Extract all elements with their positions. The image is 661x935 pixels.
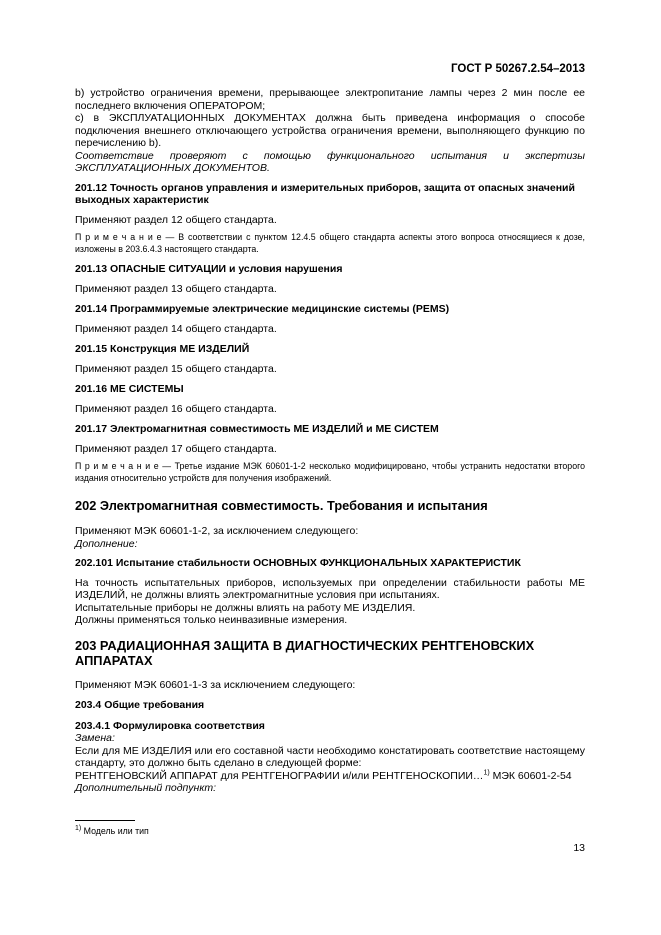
document-body [75, 87, 585, 795]
heading-203-4: 203.4 Общие требования [75, 699, 205, 711]
text-201-16: Применяют раздел 16 общего стандарта. [75, 402, 277, 415]
text-202: Применяют МЭК 60601-1-2, за исключением следующего: [75, 525, 359, 537]
conformity-standard: МЭК 60601-2-54 [489, 769, 572, 782]
text-203-4-1-replacement: Замена: [75, 732, 115, 744]
text-203-4-1-additional: Дополнительный подпункт: [75, 782, 217, 794]
heading-201-14: 201.14 Программируемые электрические медицинские системы (PEMS) [75, 303, 450, 315]
text-203-4-1-a: Если для МЕ ИЗДЕЛИЯ или его составной части необходимо констатировать соответствие настоящему стандарту, это должно быть сделано в следующей форме: [75, 744, 585, 769]
heading-203: 203 РАДИАЦИОННАЯ ЗАЩИТА В ДИАГНОСТИЧЕСКИХ РЕНТГЕНОВСКИХ АППАРАТАХ [75, 637, 535, 668]
footnote-divider [75, 820, 135, 821]
text-201-12: Применяют раздел 12 общего стандарта. [75, 213, 277, 226]
note-201-12: П р и м е ч а н и е — В соответствии с пунктом 12.4.5 общего стандарта аспекты этого вопроса относящиеся к дозе, изложены в 203.6.4.3 настоящего стандарта. [75, 232, 585, 254]
footnote-text: Модель или тип [81, 826, 149, 836]
heading-201-12: 201.12 Точность органов управления и измерительных приборов, защита от опасных значений выходных характеристик [75, 181, 575, 206]
footnote-mark: 1) [75, 825, 82, 833]
text-201-17: Применяют раздел 17 общего стандарта. [75, 442, 277, 455]
text-202-101-c: Должны применяться только неинвазивные измерения. [75, 614, 348, 626]
heading-202: 202 Электромагнитная совместимость. Требования и испытания [75, 498, 488, 513]
heading-201-13: 201.13 ОПАСНЫЕ СИТУАЦИИ и условия нарушения [75, 263, 343, 275]
text-202-101-b: Испытательные приборы не должны влиять на работу МЕ ИЗДЕЛИЯ. [75, 601, 416, 614]
heading-201-16: 201.16 МЕ СИСТЕМЫ [75, 383, 184, 395]
compliance-text: Соответствие проверяют с помощью функционального испытания и экспертизы ЭКСПЛУАТАЦИОННЫХ ДОКУМЕНТОВ. [75, 149, 585, 174]
text-201-15: Применяют раздел 15 общего стандарта. [75, 362, 277, 375]
conformity-statement: РЕНТГЕНОВСКИЙ АППАРАТ для РЕНТГЕНОГРАФИИ и/или РЕНТГЕНОСКОПИИ… [75, 769, 484, 782]
standard-header: ГОСТ Р 50267.2.54–2013 [451, 63, 585, 75]
text-201-13: Применяют раздел 13 общего стандарта. [75, 282, 277, 295]
text-202-addition: Дополнение: [75, 537, 138, 550]
text-203-4-1-b [75, 770, 585, 783]
heading-203-4-1: 203.4.1 Формулировка соответствия [75, 719, 265, 732]
list-item-b: b) устройство ограничения времени, прерывающее электропитание лампы через 2 мин после ее последнего включения ОПЕРАТОРОМ; [75, 87, 585, 112]
footnote-ref: 1) [483, 769, 490, 776]
text-201-14: Применяют раздел 14 общего стандарта. [75, 322, 277, 335]
footnote [75, 826, 149, 836]
heading-201-15: 201.15 Конструкция МЕ ИЗДЕЛИЙ [75, 343, 250, 355]
text-203: Применяют МЭК 60601-1-3 за исключением следующего: [75, 678, 356, 691]
note-201-17: П р и м е ч а н и е — Третье издание МЭК 60601-1-2 несколько модифицировано, чтобы устранить недостатки второго издания относительно устройств для получения изображений. [75, 461, 585, 483]
heading-201-17: 201.17 Электромагнитная совместимость МЕ ИЗДЕЛИЙ и МЕ СИСТЕМ [75, 423, 439, 435]
text-202-101-a: На точность испытательных приборов, используемых при определении стабильности работы МЕ ИЗДЕЛИЙ, не должны влиять электромагнитные условия при испытаниях. [75, 576, 585, 601]
page-number: 13 [573, 842, 585, 854]
list-item-c: c) в ЭКСПЛУАТАЦИОННЫХ ДОКУМЕНТАХ должна быть приведена информация о способе подключения внешнего отключающего устройства ограничения времени, выполняющего функцию по перечислению b). [75, 112, 585, 149]
heading-202-101: 202.101 Испытание стабильности ОСНОВНЫХ ФУНКЦИОНАЛЬНЫХ ХАРАКТЕРИСТИК [75, 557, 521, 569]
